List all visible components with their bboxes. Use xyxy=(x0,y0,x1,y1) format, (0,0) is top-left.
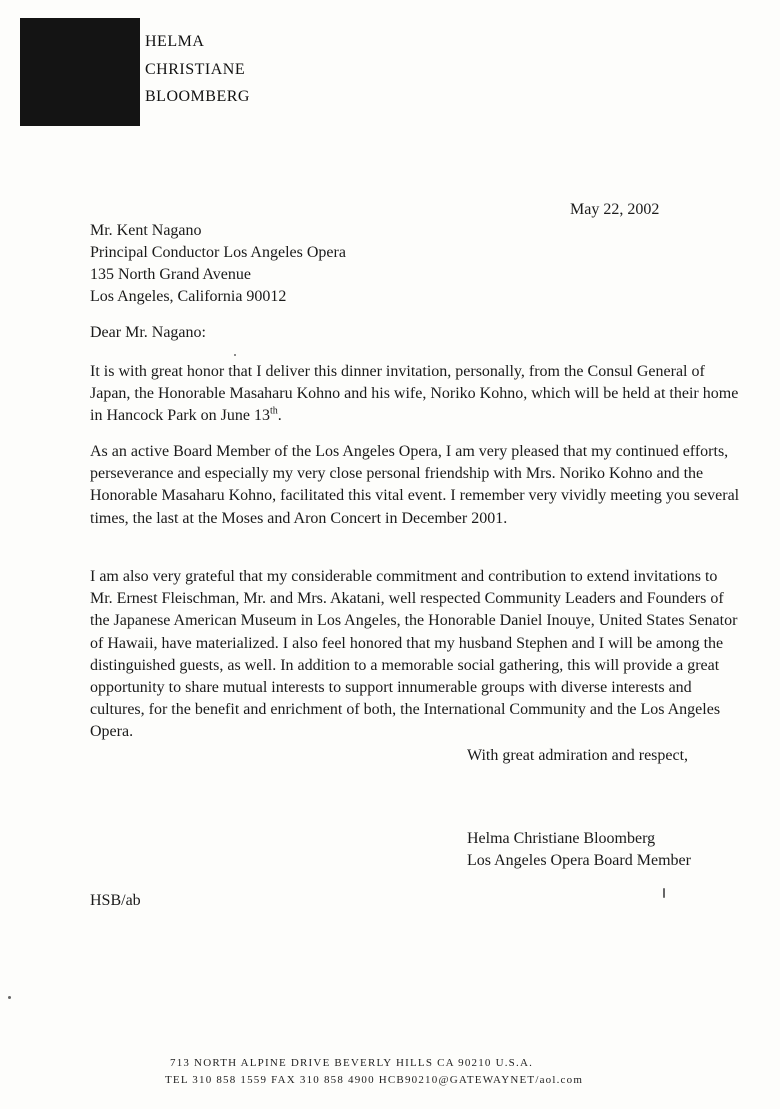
signature-name: Helma Christiane Bloomberg xyxy=(467,830,656,847)
scan-speck xyxy=(234,354,236,356)
recipient-street: 135 North Grand Avenue xyxy=(90,266,251,283)
recipient-title: Principal Conductor Los Angeles Opera xyxy=(90,244,346,261)
letterhead-line-2: CHRISTIANE xyxy=(145,61,246,78)
footer-contact: TEL 310 858 1559 FAX 310 858 4900 HCB90210@GATEWAYNET/aol.com xyxy=(165,1074,584,1086)
recipient-city: Los Angeles, California 90012 xyxy=(90,288,287,305)
closing: With great admiration and respect, xyxy=(467,747,689,764)
footer-address: 713 NORTH ALPINE DRIVE BEVERLY HILLS CA 90210 U.S.A. xyxy=(170,1057,534,1069)
paragraph-2: As an active Board Member of the Los Angeles Opera, I am very pleased that my continued efforts, perseverance and especially my very close personal friendship with Mrs. Noriko Kohno and the Honorable Masaharu Kohno, facilitated this vital event. I remember very vividly meeting you several times, the last at the Moses and Aron Concert in December 2001. xyxy=(90,443,740,527)
paragraph-1 xyxy=(90,361,740,428)
salutation: Dear Mr. Nagano: xyxy=(90,324,206,341)
signature-title: Los Angeles Opera Board Member xyxy=(467,852,691,869)
scan-speck xyxy=(8,996,11,999)
paragraph-1-text: It is with great honor that I deliver this dinner invitation, personally, from the Consul General of Japan, the Honorable Masaharu Kohno and his wife, Noriko Kohno, which will be held at their home in Hancock Park on June 13 xyxy=(90,363,739,425)
paragraph-3: I am also very grateful that my considerable commitment and contribution to extend invitations to Mr. Ernest Fleischman, Mr. and Mrs. Akatani, well respected Community Leaders and Founders of the Japanese American Museum in Los Angeles, the Honorable Daniel Inouye, United States Senator of Hawaii, have materialized. I also feel honored that my husband Stephen and I will be among the distinguished guests, as well. In addition to a memorable social gathering, this will provide a great opportunity to share mutual interests to support innumerable groups with diverse interests and cultures, for the benefit and enrichment of both, the International Community and the Los Angeles Opera. xyxy=(90,568,738,741)
paragraph-1-end: . xyxy=(277,407,282,425)
letterhead-line-1: HELMA xyxy=(145,33,205,50)
scan-speck xyxy=(663,888,665,898)
paragraph-1-ordinal: th xyxy=(269,406,278,418)
initials: HSB/ab xyxy=(90,892,141,909)
recipient-name: Mr. Kent Nagano xyxy=(90,222,202,239)
redacted-block xyxy=(20,18,140,126)
letter-date: May 22, 2002 xyxy=(570,201,660,218)
letterhead-line-3: BLOOMBERG xyxy=(145,88,250,105)
